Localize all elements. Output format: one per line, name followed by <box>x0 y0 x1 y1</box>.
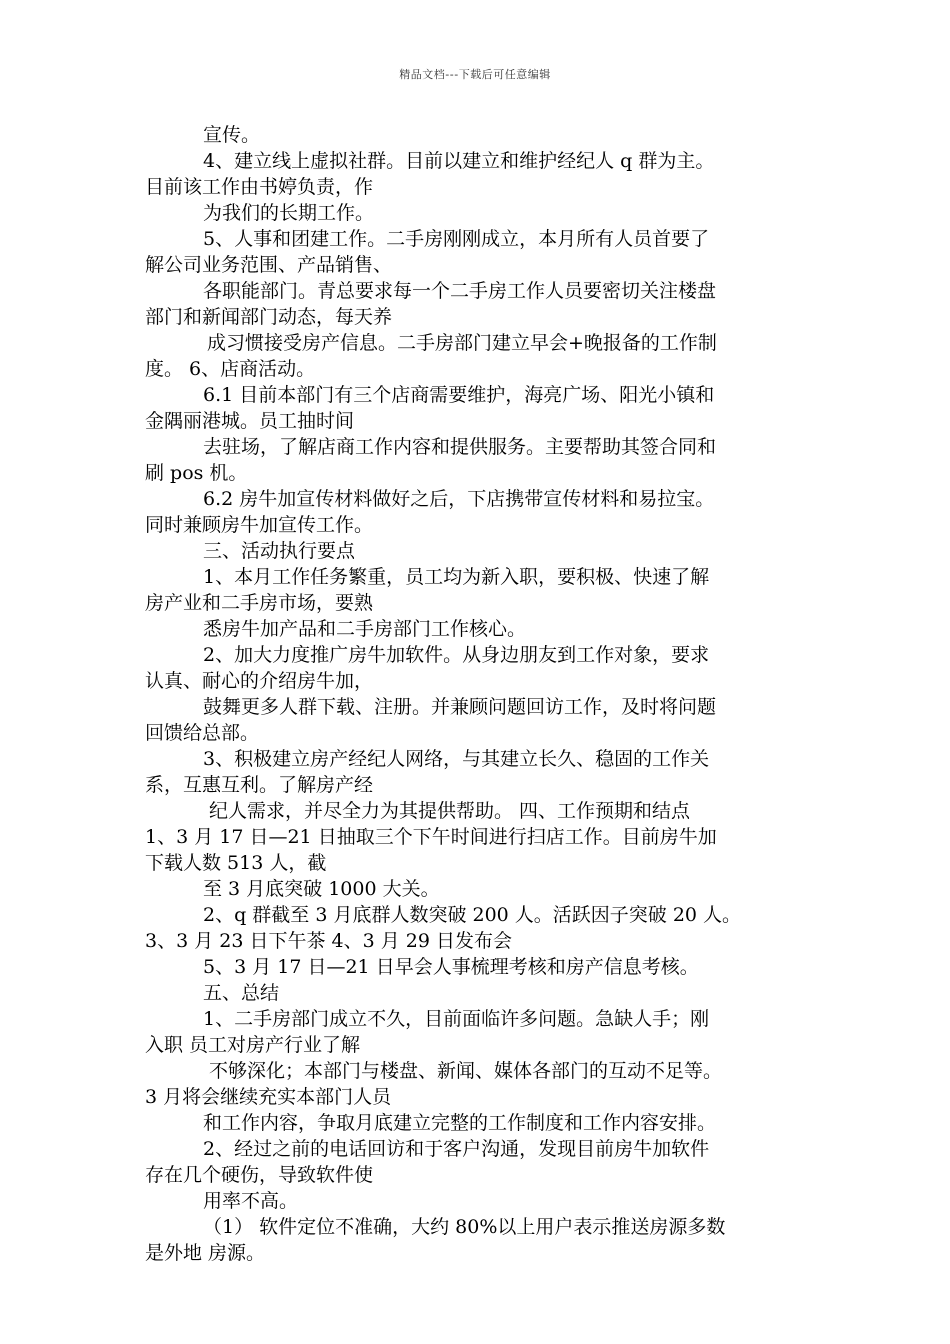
text-line: 认真、耐心的介绍房牛加， <box>145 670 374 692</box>
text-line: 至 3 月底突破 1000 大关。 <box>203 878 440 900</box>
text-line: 和工作内容，争取月底建立完整的工作制度和工作内容安排。 <box>203 1112 717 1134</box>
text-line: 6.2 房牛加宣传材料做好之后，下店携带宣传材料和易拉宝。 <box>203 488 715 510</box>
text-line: 2、q 群截至 3 月底群人数突破 200 人。活跃因子突破 20 人。 <box>203 904 742 926</box>
text-line: 2、经过之前的电话回访和于客户沟通，发现目前房牛加软件 <box>203 1138 710 1160</box>
text-line: 1、3 月 17 日—21 日抽取三个下午时间进行扫店工作。目前房牛加 <box>145 826 717 848</box>
text-line: 是外地 房源。 <box>145 1242 266 1264</box>
text-line: 回馈给总部。 <box>145 722 260 744</box>
text-line: 2、加大力度推广房牛加软件。从身边朋友到工作对象，要求 <box>203 644 710 666</box>
text-line: 入职 员工对房产行业了解 <box>145 1034 361 1056</box>
text-line: 宣传。 <box>203 124 261 146</box>
text-line: 各职能部门。青总要求每一个二手房工作人员要密切关注楼盘 <box>203 280 717 302</box>
text-line: 系，互惠互利。了解房产经 <box>145 774 374 796</box>
text-line: 同时兼顾房牛加宣传工作。 <box>145 514 374 536</box>
text-line: 房产业和二手房市场，要熟 <box>145 592 374 614</box>
text-line: 3 月将会继续充实本部门人员 <box>145 1086 392 1108</box>
text-line: 去驻场，了解店商工作内容和提供服务。主要帮助其签合同和 <box>203 436 717 458</box>
text-line: 悉房牛加产品和二手房部门工作核心。 <box>203 618 527 640</box>
page-header: 精品文档---下载后可任意编辑 <box>399 68 551 81</box>
text-line: 部门和新闻部门动态，每天养 <box>145 306 393 328</box>
text-line: 为我们的长期工作。 <box>203 202 375 224</box>
text-line: 6.1 目前本部门有三个店商需要维护，海亮广场、阳光小镇和 <box>203 384 715 406</box>
text-line: 五、总结 <box>203 982 280 1004</box>
text-line: 4、建立线上虚拟社群。目前以建立和维护经纪人 q 群为主。 <box>203 150 715 172</box>
text-line: 下载人数 513 人，截 <box>145 852 327 874</box>
text-line: 度。 6、店商活动。 <box>145 358 316 380</box>
text-line: 三、活动执行要点 <box>203 540 356 562</box>
text-line: （1） 软件定位不准确，大约 80%以上用户表示推送房源多数 <box>203 1216 726 1238</box>
text-line: 不够深化；本部门与楼盘、新闻、媒体各部门的互动不足等。 <box>209 1060 723 1082</box>
text-line: 用率不高。 <box>203 1190 299 1212</box>
text-line: 刷 pos 机。 <box>145 462 248 484</box>
text-line: 3、积极建立房产经纪人网络，与其建立长久、稳固的工作关 <box>203 748 710 770</box>
text-line: 存在几个硬伤，导致软件使 <box>145 1164 374 1186</box>
text-line: 鼓舞更多人群下载、注册。并兼顾问题回访工作，及时将问题 <box>203 696 717 718</box>
text-line: 纪人需求，并尽全力为其提供帮助。 四、工作预期和结点 <box>209 800 691 822</box>
text-line: 3、3 月 23 日下午茶 4、3 月 29 日发布会 <box>145 930 512 952</box>
text-line: 1、二手房部门成立不久，目前面临许多问题。急缺人手；刚 <box>203 1008 710 1030</box>
document-body <box>145 122 825 1266</box>
text-line: 金隅丽港城。员工抽时间 <box>145 410 355 432</box>
text-line: 5、人事和团建工作。二手房刚刚成立，本月所有人员首要了 <box>203 228 710 250</box>
text-line: 1、本月工作任务繁重，员工均为新入职，要积极、快速了解 <box>203 566 710 588</box>
text-line: 5、3 月 17 日—21 日早会人事梳理考核和房产信息考核。 <box>203 956 699 978</box>
text-line: 成习惯接受房产信息。二手房部门建立早会+晚报备的工作制 <box>207 332 717 354</box>
text-line: 解公司业务范围、产品销售、 <box>145 254 393 276</box>
text-line: 目前该工作由书婷负责，作 <box>145 176 374 198</box>
